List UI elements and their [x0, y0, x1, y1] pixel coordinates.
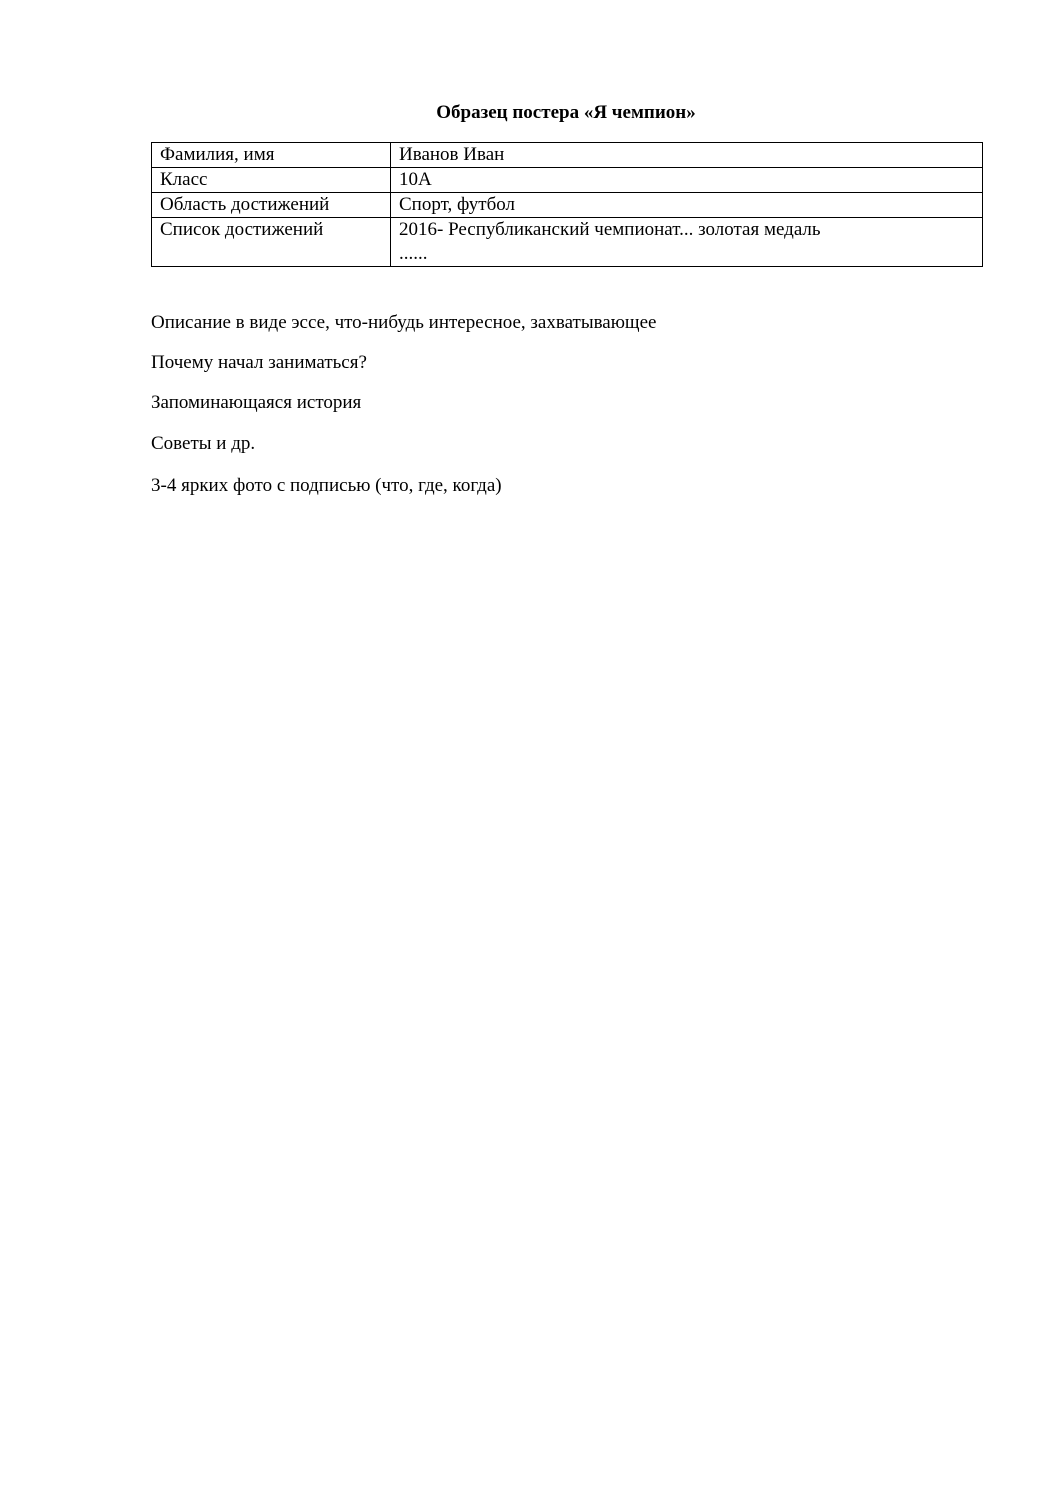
paragraph: Запоминающаяся история [151, 392, 362, 413]
table-row [152, 143, 983, 168]
paragraph: Описание в виде эссе, что-нибудь интересное, захватывающее [151, 312, 657, 333]
paragraph: Советы и др. [151, 433, 256, 454]
table-cell-value [391, 218, 983, 267]
table-cell-value: Иванов Иван [391, 143, 983, 168]
paragraph: Почему начал заниматься? [151, 352, 367, 373]
paragraph: 3-4 ярких фото с подписью (что, где, когда) [151, 475, 502, 496]
table-cell-label: Список достижений [152, 218, 391, 267]
table-row [152, 168, 983, 193]
page-title: Образец постера «Я чемпион» [436, 102, 696, 123]
info-table [151, 142, 983, 267]
table-cell-label: Область достижений [152, 193, 391, 218]
table-row [152, 218, 983, 267]
table-cell-value: Спорт, футбол [391, 193, 983, 218]
table-cell-label: Класс [152, 168, 391, 193]
achievement-line: 2016- Республиканский чемпионат... золотая медаль [399, 219, 821, 240]
table-cell-label: Фамилия, имя [152, 143, 391, 168]
table-row [152, 193, 983, 218]
table-cell-value: 10А [391, 168, 983, 193]
achievement-line: ...... [399, 243, 428, 264]
